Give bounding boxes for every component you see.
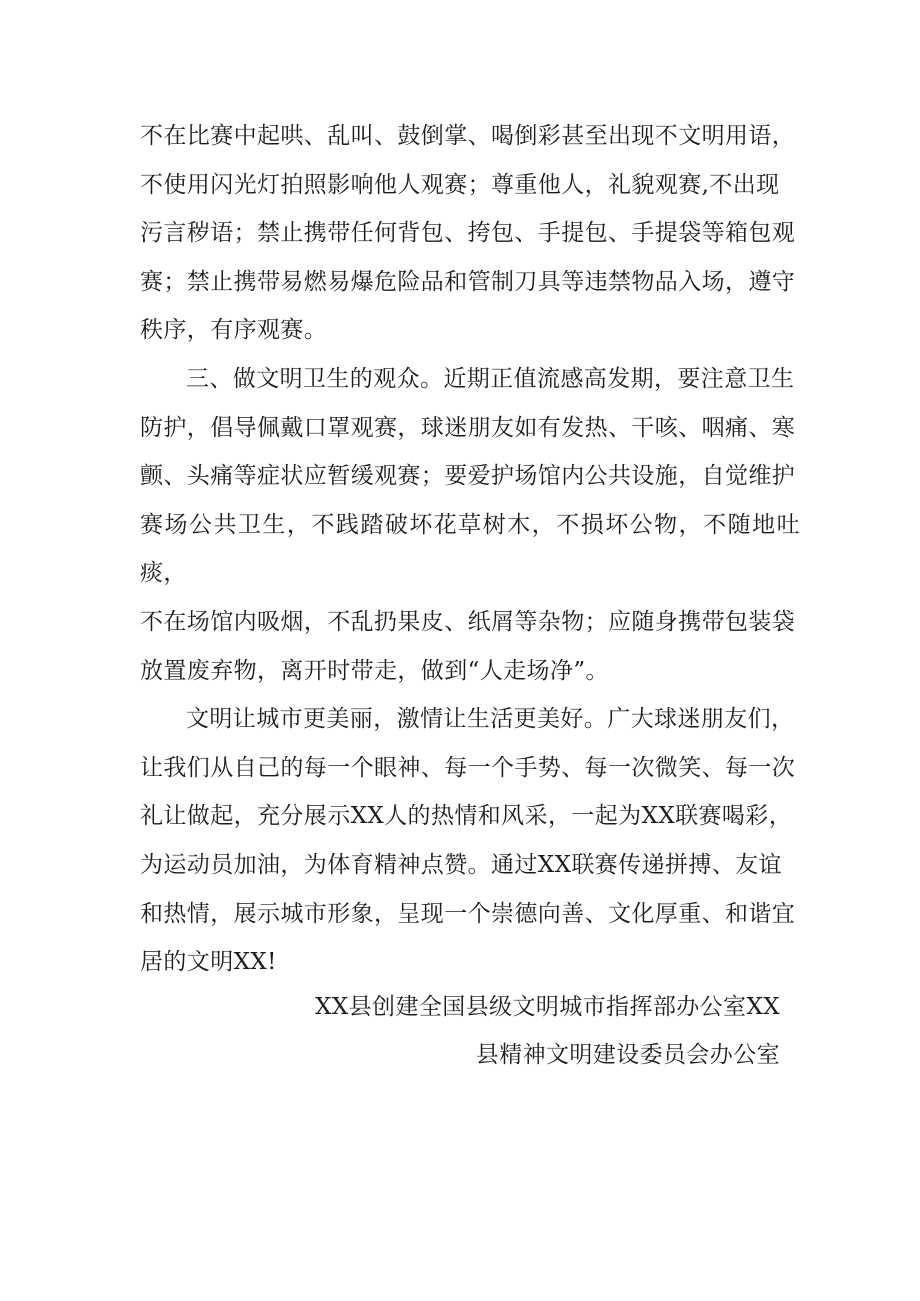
text-line: 礼让做起，充分展示XX人的热情和风采，一起为XX联赛喝彩， (140, 803, 793, 830)
text-line: 放置废弃物，离开时带走，做到“人走场净”。 (140, 657, 609, 684)
paragraph-closing (140, 695, 800, 987)
text-line: 秩序，有序观赛。 (140, 317, 328, 344)
text-line: 颤、头痛等症状应暂缓观赛；要爱护场馆内公共设施，自觉维护 (140, 463, 796, 490)
text-line: 让我们从自己的每一个眼神、每一个手势、每一次微笑、每一次 (140, 754, 796, 781)
signature-block (120, 983, 780, 1079)
text-line: 和热情，展示城市形象，呈现一个崇德向善、文化厚重、和谐宜 (140, 900, 796, 927)
text-line: 居的文明XX! (140, 949, 277, 976)
document-body (140, 112, 800, 987)
text-line: 不在场馆内吸烟，不乱扔果皮、纸屑等杂物；应随身携带包装袋 (140, 608, 796, 635)
text-line: 不在比赛中起哄、乱叫、鼓倒掌、喝倒彩甚至出现不文明用语， (140, 123, 796, 149)
text-line: 污言秽语；禁止携带任何背包、挎包、手提包、手提袋等箱包观 (140, 220, 796, 247)
paragraph-continuation (140, 112, 800, 355)
signature-line: XX县创建全国县级文明城市指挥部办公室XX (315, 994, 780, 1020)
text-line: 赛场公共卫生，不践踏破坏花草树木，不损坏公物，不随地吐痰， (140, 511, 800, 587)
text-line: 三、做文明卫生的观众。近期正值流感高发期，要注意卫生 (186, 365, 795, 392)
text-line: 赛；禁止携带易燃易爆危险品和管制刀具等违禁物品入场，遵守 (140, 268, 796, 295)
paragraph-section-three (140, 355, 800, 695)
text-line: 不使用闪光灯拍照影响他人观赛；尊重他人，礼貌观赛,不出现 (140, 171, 780, 198)
signature-line: 县精神文明建设委员会办公室 (475, 1042, 780, 1068)
text-line: 文明让城市更美丽，激情让生活更美好。广大球迷朋友们， (186, 706, 795, 733)
text-line: 为运动员加油，为体育精神点赞。通过XX联赛传递拼搏、友谊 (140, 851, 782, 878)
text-line: 防护，倡导佩戴口罩观赛，球迷朋友如有发热、干咳、咽痛、寒 (140, 414, 796, 441)
